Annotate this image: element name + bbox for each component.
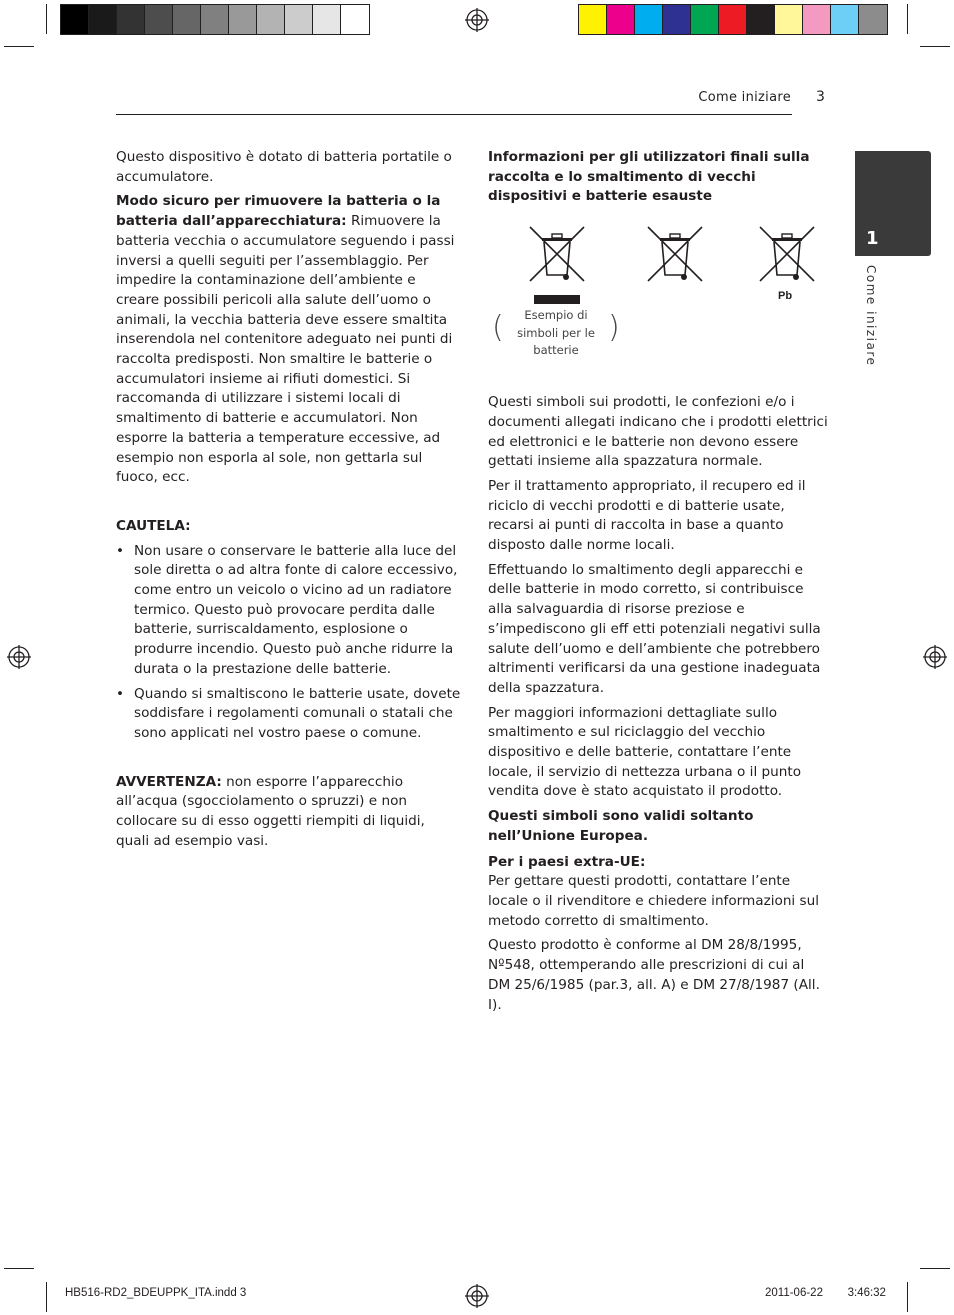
- color-swatch: [145, 5, 173, 34]
- extra-eu-text: Per gettare questi prodotti, contattare l’ente locale o il rivenditore e chiedere informazioni sul metodo corretto di smaltimento.: [488, 873, 820, 929]
- color-swatch: [747, 5, 775, 34]
- chapter-number: 1: [866, 228, 879, 249]
- caption-open-paren-icon: (: [492, 310, 504, 346]
- warning-heading: AVVERTENZA:: [116, 773, 222, 790]
- eu-note-text: Questi simboli sono validi soltanto nell’Unione Europea.: [488, 808, 754, 844]
- color-swatch: [803, 5, 831, 34]
- color-swatch: [691, 5, 719, 34]
- list-item: • Non usare o conservare le batterie alla luce del sole diretta o ad altra fonte di calore eccessivo, come entro un veicolo o vicino ad un radiatore termico. Questo può provocare perdita dalle batterie, surriscaldamento, esplosione o produrre incendio. Questo può anche ridurre la durata o la prestazione delle batterie.: [116, 542, 461, 680]
- color-swatch: [859, 5, 887, 34]
- color-swatch: [775, 5, 803, 34]
- crop-mark: [46, 4, 47, 34]
- disposal-heading: [488, 148, 830, 207]
- color-swatch: [663, 5, 691, 34]
- color-swatch: [719, 5, 747, 34]
- disposal-heading-text: Informazioni per gli utilizzatori finali sulla raccolta e lo smaltimento di vecchi dispositivi e batterie esauste: [488, 149, 810, 205]
- safe-removal-paragraph: [116, 192, 461, 488]
- list-item: • Quando si smaltiscono le batterie usate, dovete soddisfare i regolamenti comunali o statali che sono applicati nel vostro paese o comune.: [116, 685, 461, 744]
- page-number: 3: [816, 89, 825, 105]
- body-paragraph: Per il trattamento appropriato, il recupero ed il riciclo di vecchi prodotti e di batterie usate, recarsi ai punti di raccolta in base a quanto disposto dalle norme locali.: [488, 477, 806, 554]
- color-swatch: [635, 5, 663, 34]
- safe-removal-heading: Modo sicuro per rimuovere la batteria o la batteria dall’apparecchiatura:: [116, 193, 441, 230]
- crossed-bin-battery-icon: [644, 225, 706, 287]
- right-column: [488, 148, 830, 1020]
- color-swatch: [257, 5, 285, 34]
- symbol-caption: Esempio di simboli per le batterie: [517, 308, 595, 358]
- running-header-title: Come iniziare: [698, 90, 791, 105]
- intro-paragraph: Questo dispositivo è dotato di batteria portatile o accumulatore.: [116, 149, 452, 185]
- process-color-bar: [578, 4, 888, 35]
- footer-file-name: HB516-RD2_BDEUPPK_ITA.indd 3: [65, 1287, 247, 1299]
- caption-close-paren-icon: ): [608, 310, 620, 346]
- body-paragraph: Effettuando lo smaltimento degli apparecchi e delle batterie in modo corretto, si contribuisce alla salvaguardia di risorse preziose e s’impediscono gli eff etti potenziali negativi sulla salute dell’uomo e dell’ambiente che potrebbero altrimenti verificarsi da una gestione inadeguata della spazzatura.: [488, 561, 821, 696]
- pb-label: Pb: [778, 290, 793, 303]
- eu-note: [488, 807, 830, 846]
- crop-mark: [4, 1268, 34, 1269]
- footer-date: 2011-06-22: [765, 1287, 823, 1299]
- body-paragraph: Questi simboli sui prodotti, le confezioni e/o i documenti allegati indicano che i prodotti elettrici ed elettronici e le batterie non devono essere gettati insieme alla spazzatura normale.: [488, 394, 828, 470]
- color-swatch: [831, 5, 859, 34]
- caution-heading-text: CAUTELA:: [116, 517, 191, 534]
- disposal-symbols: [488, 217, 830, 387]
- color-swatch: [173, 5, 201, 34]
- color-swatch: [607, 5, 635, 34]
- left-column: [116, 148, 461, 857]
- crop-mark: [4, 46, 34, 47]
- registration-mark-icon: [7, 645, 31, 669]
- warning-paragraph: [116, 773, 461, 852]
- crop-mark: [920, 1268, 950, 1269]
- color-swatch: [285, 5, 313, 34]
- safe-removal-text: Rimuovere la batteria vecchia o accumulatore seguendo i passi inversi a quelli seguiti per l’assemblaggio. Per impedire la contaminazione dell’ambiente e creare possibili pericoli alla salute dell’uomo o animali, la vecchia batteria deve essere smaltita inserendola nel contenitore adeguato nei punti di raccolta predisposti. Non smaltire le batterie o accumulatori insieme ai rifiuti domestici. Si raccomanda di utilizzare i sistemi locali di smaltimento di batterie e accumulatori. Non esporre la batteria a temperature eccessive, ad esempio non esporla al sole, non gettarla sul fuoco, ecc.: [116, 213, 455, 486]
- color-swatch: [61, 5, 89, 34]
- color-swatch: [579, 5, 607, 34]
- header-rule: [116, 114, 792, 115]
- registration-mark-icon: [465, 8, 489, 32]
- crop-mark: [907, 4, 908, 34]
- warning-text: non esporre l’apparecchio all’acqua (sgocciolamento o spruzzi) e non collocare su di esso oggetti riempiti di liquidi, quali ad esempio vasi.: [116, 773, 425, 849]
- crop-mark: [46, 1282, 47, 1312]
- body-paragraph: Per maggiori informazioni dettagliate sullo smaltimento e sul riciclaggio del vecchio dispositivo e delle batterie, contattare l’ente locale, il servizio di nettezza urbana o il punto vendita dove è stato acquistato il prodotto.: [488, 704, 802, 800]
- extra-eu-paragraph: [488, 853, 830, 932]
- gray-color-bar: [60, 4, 370, 35]
- color-swatch: [201, 5, 229, 34]
- extra-eu-heading: Per i paesi extra-UE:: [488, 853, 646, 870]
- crossed-bin-product-icon: [526, 225, 588, 305]
- color-swatch: [89, 5, 117, 34]
- color-swatch: [313, 5, 341, 34]
- color-swatch: [117, 5, 145, 34]
- color-swatch: [341, 5, 369, 34]
- color-swatch: [229, 5, 257, 34]
- registration-mark-icon: [923, 645, 947, 669]
- registration-mark-icon: [465, 1284, 489, 1308]
- caution-heading: [116, 517, 461, 537]
- crop-mark: [907, 1282, 908, 1312]
- caution-list: [116, 542, 461, 744]
- crop-mark: [920, 46, 950, 47]
- footer-time: 3:46:32: [838, 1287, 886, 1299]
- dm-compliance-paragraph: Questo prodotto è conforme al DM 28/8/1995, Nº548, ottemperando alle prescrizioni di cui al DM 25/6/1985 (par.3, all. A) e DM 27/8/1987 (All. I).: [488, 937, 820, 1013]
- chapter-tab-label: Come iniziare: [864, 265, 878, 367]
- crossed-bin-lead-battery-icon: [756, 225, 818, 287]
